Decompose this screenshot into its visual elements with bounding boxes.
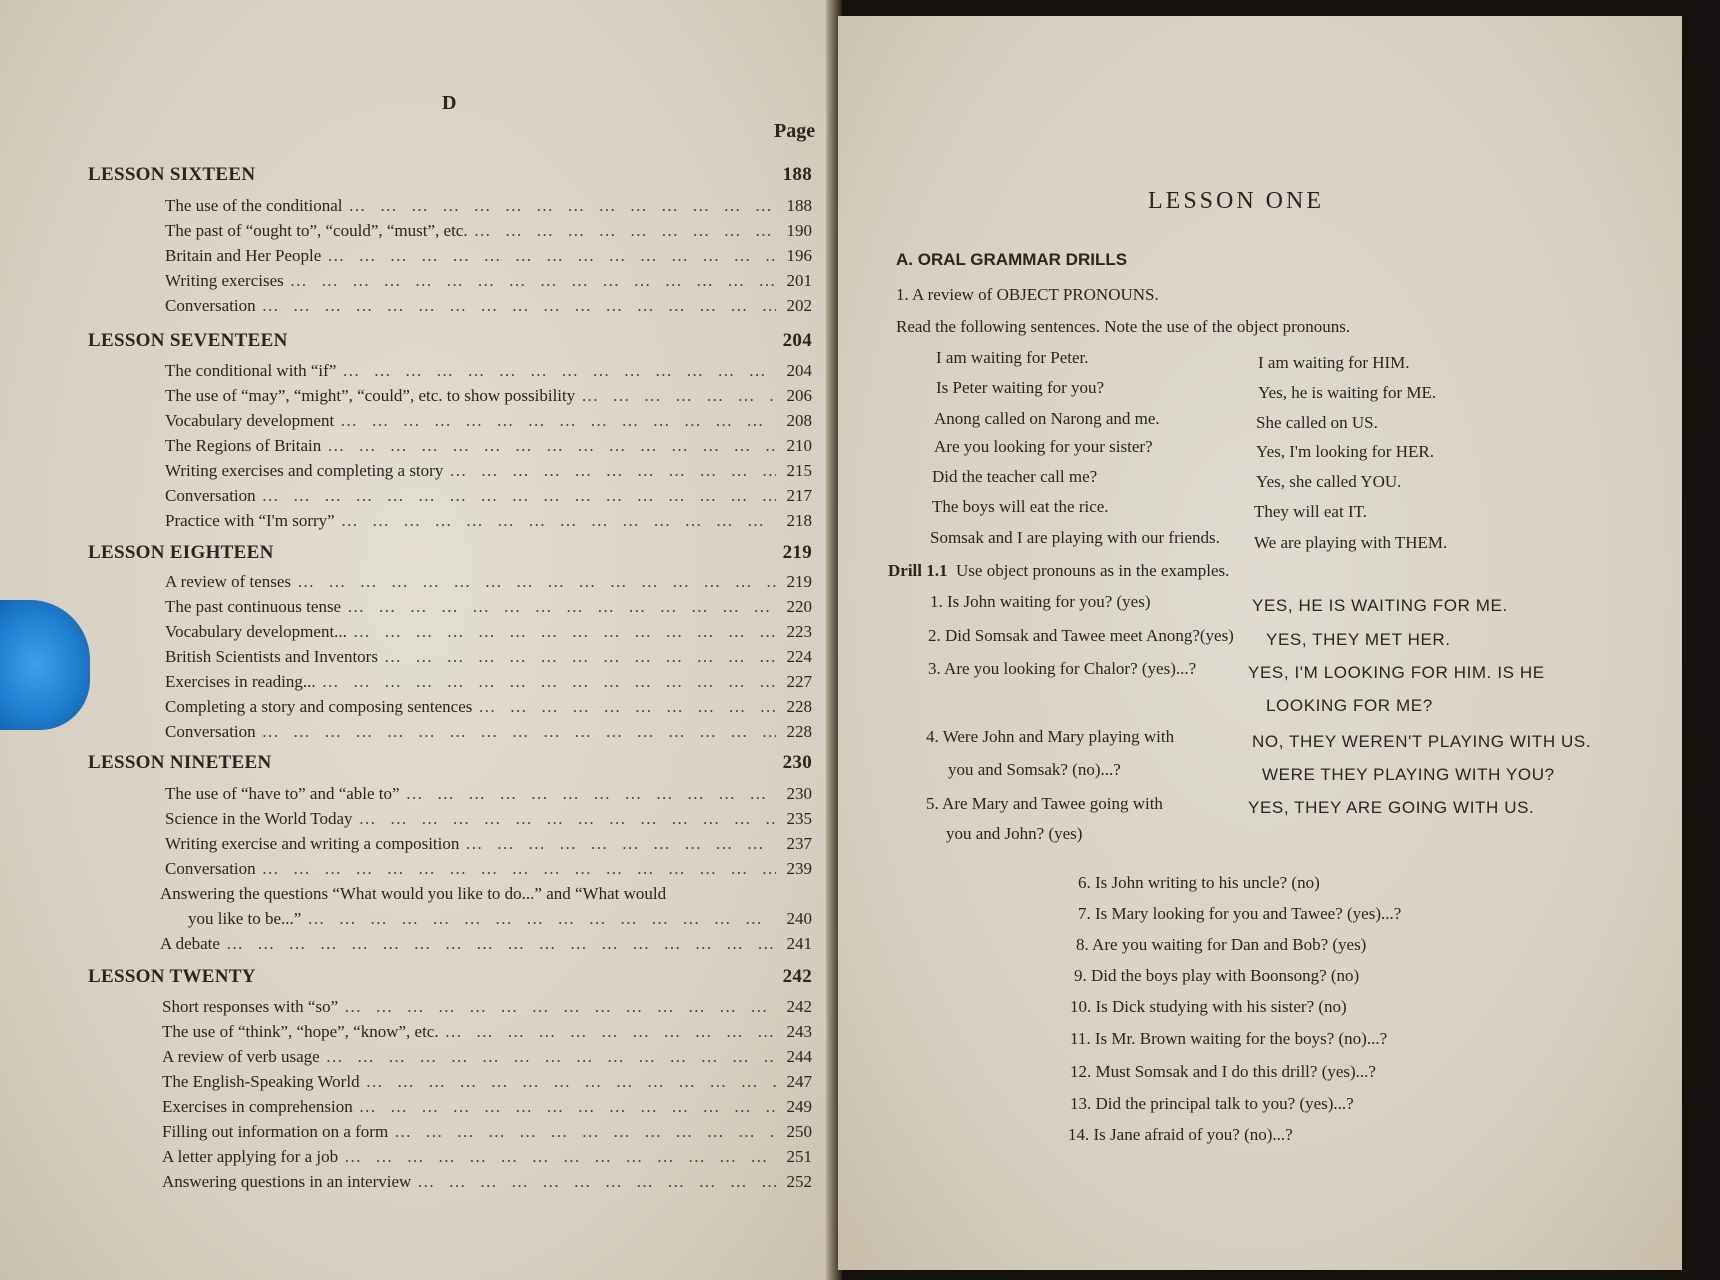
dot-leader	[445, 1022, 776, 1042]
lesson-title: LESSON SIXTEEN	[88, 164, 256, 185]
lesson-one-title: LESSON ONE	[1148, 188, 1325, 214]
toc-entry	[160, 884, 807, 908]
drill-question: 12. Must Somsak and I do this drill? (yes)...?	[1070, 1062, 1376, 1081]
dot-leader	[353, 622, 776, 642]
toc-entry	[165, 386, 812, 410]
toc-entry-title: Conversation	[165, 486, 256, 505]
toc-entry-title: The past of “ought to”, “could”, “must”, etc.	[165, 221, 468, 240]
toc-entry-title: British Scientists and Inventors	[165, 647, 378, 666]
toc-entry-page: 227	[786, 672, 812, 691]
toc-entry-title: The use of “think”, “hope”, “know”, etc.	[162, 1022, 439, 1041]
toc-entry-page: 215	[786, 461, 812, 480]
toc-entry	[165, 221, 812, 245]
toc-entry-title: Conversation	[165, 722, 256, 741]
dot-leader	[262, 859, 776, 879]
lesson-title: LESSON EIGHTEEN	[88, 542, 274, 563]
toc-entry	[162, 1172, 812, 1196]
toc-entry-title: Filling out information on a form	[162, 1122, 389, 1141]
toc-entry-page: 250	[786, 1122, 812, 1141]
toc-entry	[165, 246, 812, 270]
lesson-heading	[88, 330, 818, 358]
dot-leader	[327, 246, 776, 266]
drill-question: you and John? (yes)	[946, 824, 1083, 843]
toc-entry-title: A review of tenses	[165, 572, 292, 591]
toc-entry	[162, 1147, 812, 1171]
toc-entry-page: 244	[786, 1047, 812, 1066]
toc-entry	[162, 1122, 812, 1146]
lesson-title: LESSON SEVENTEEN	[88, 330, 288, 351]
example-pronoun: She called on US.	[1256, 413, 1378, 432]
drill-question: 5. Are Mary and Tawee going with	[926, 794, 1163, 813]
toc-entry	[165, 296, 812, 320]
toc-entry	[165, 809, 812, 833]
toc-entry-title: Vocabulary development	[165, 411, 335, 430]
toc-entry-title: The use of “have to” and “able to”	[165, 784, 400, 803]
example-pronoun: Yes, I'm looking for HER.	[1256, 442, 1434, 461]
toc-entry	[165, 196, 812, 220]
toc-entry	[165, 486, 812, 510]
toc-entry	[165, 461, 812, 485]
toc-entry-title: A review of verb usage	[162, 1047, 320, 1066]
drill-answer: NO, THEY WEREN'T PLAYING WITH US.	[1252, 732, 1592, 751]
toc-entry-title: Vocabulary development...	[165, 622, 347, 641]
example-sentence: I am waiting for Peter.	[936, 348, 1089, 367]
toc-entry	[165, 859, 812, 883]
toc-entry-page: 208	[786, 411, 812, 430]
toc-entry	[162, 1097, 812, 1121]
lesson-page: 188	[782, 164, 812, 185]
dot-leader	[344, 997, 776, 1017]
toc-entry-title: Completing a story and composing sentences	[165, 697, 473, 716]
toc-entry-page: 241	[786, 934, 812, 953]
lesson-heading	[88, 542, 818, 570]
toc-entry	[165, 271, 812, 295]
dot-leader	[366, 1072, 776, 1092]
toc-entry-page: 210	[786, 436, 812, 455]
toc-entry-page: 224	[786, 647, 812, 666]
toc-entry-page: 240	[786, 909, 812, 928]
dot-leader	[226, 934, 776, 954]
lesson-page: 219	[782, 542, 812, 563]
drill-answer: YES, I'M LOOKING FOR HIM. IS HE	[1248, 663, 1545, 682]
dot-leader	[465, 834, 776, 854]
toc-entry-title: Short responses with “so”	[162, 997, 339, 1016]
toc-entry-title: Practice with “I'm sorry”	[165, 511, 335, 530]
toc-entry-page: 237	[786, 834, 812, 853]
toc-entry-title: Exercises in reading...	[165, 672, 316, 691]
toc-entry-page: 247	[786, 1072, 812, 1091]
example-sentence: Anong called on Narong and me.	[934, 409, 1160, 428]
toc-entry	[188, 909, 812, 933]
dot-leader	[347, 597, 776, 617]
toc-entry-title: A debate	[160, 934, 220, 953]
example-sentence: Are you looking for your sister?	[934, 437, 1153, 456]
toc-entry-title: Science in the World Today	[165, 809, 353, 828]
review-heading: 1. A review of OBJECT PRONOUNS.	[896, 285, 1159, 304]
drill-question: 13. Did the principal talk to you? (yes)...?	[1070, 1094, 1354, 1113]
toc-entry-title: Conversation	[165, 859, 256, 878]
toc-entry-title: The Regions of Britain	[165, 436, 322, 455]
dot-leader	[349, 196, 776, 216]
toc-entry-title: A letter applying for a job	[162, 1147, 339, 1166]
toc-entry-page: 202	[786, 296, 812, 315]
toc-entry-page: 239	[786, 859, 812, 878]
toc-entry	[165, 834, 812, 858]
toc-entry	[165, 697, 812, 721]
toc-entry-page: 188	[786, 196, 812, 215]
toc-entry-title: Writing exercises	[165, 271, 284, 290]
drill-answer: LOOKING FOR ME?	[1266, 696, 1433, 715]
toc-entry-page: 204	[786, 361, 812, 380]
toc-entry-page: 201	[786, 271, 812, 290]
drill-question: 8. Are you waiting for Dan and Bob? (yes)	[1076, 935, 1367, 954]
dot-leader	[341, 511, 776, 531]
toc-entry-title: The use of the conditional	[165, 196, 343, 215]
lesson-page: 230	[782, 752, 812, 773]
lesson-title: LESSON TWENTY	[88, 966, 256, 987]
toc-entry-page: 251	[786, 1147, 812, 1166]
toc-entry-page: 243	[786, 1022, 812, 1041]
dot-leader	[307, 909, 776, 929]
toc-entry	[165, 722, 812, 746]
drill-question: 10. Is Dick studying with his sister? (no)	[1070, 997, 1347, 1016]
toc-entry	[165, 361, 812, 385]
toc-entry-page: 220	[786, 597, 812, 616]
drill-answer: YES, HE IS WAITING FOR ME.	[1252, 596, 1508, 615]
drill-question: 6. Is John writing to his uncle? (no)	[1078, 873, 1320, 892]
toc-entry-page: 230	[786, 784, 812, 803]
example-pronoun: Yes, she called YOU.	[1256, 472, 1402, 491]
drill-instruction: Use object pronouns as in the examples.	[956, 561, 1230, 580]
toc-entry-title: Answering the questions “What would you like to do...” and “What would	[160, 884, 667, 903]
toc-entry-title: Writing exercise and writing a composition	[165, 834, 460, 853]
dot-leader	[297, 572, 776, 592]
dot-leader	[359, 1097, 776, 1117]
drill-question: 14. Is Jane afraid of you? (no)...?	[1068, 1125, 1293, 1144]
dot-leader	[581, 386, 776, 406]
dot-leader	[322, 672, 776, 692]
toc-entry	[165, 647, 812, 671]
toc-entry-title: The conditional with “if”	[165, 361, 337, 380]
drill-answer: YES, THEY MET HER.	[1266, 630, 1451, 649]
toc-entry-title: you like to be...”	[188, 909, 302, 928]
example-pronoun: They will eat IT.	[1254, 502, 1367, 521]
left-page-table-of-contents	[0, 0, 835, 1280]
drill-question: 11. Is Mr. Brown waiting for the boys? (no)...?	[1070, 1029, 1388, 1048]
lesson-title: LESSON NINETEEN	[88, 752, 272, 773]
toc-entry	[165, 436, 812, 460]
example-pronoun: We are playing with THEM.	[1254, 533, 1448, 552]
example-pronoun: Yes, he is waiting for ME.	[1258, 383, 1437, 402]
toc-entry-page: 190	[786, 221, 812, 240]
drill-question: 9. Did the boys play with Boonsong? (no)	[1074, 966, 1360, 985]
drill-question: you and Somsak? (no)...?	[948, 760, 1121, 779]
toc-entry-page: 217	[786, 486, 812, 505]
toc-entry-page: 228	[786, 722, 812, 741]
toc-entry	[162, 1047, 812, 1071]
dot-leader	[344, 1147, 776, 1167]
drill-question: 3. Are you looking for Chalor? (yes)...?	[928, 659, 1197, 678]
toc-entry-page: 223	[786, 622, 812, 641]
toc-entry-page: 219	[786, 572, 812, 591]
toc-entry-page: 206	[786, 386, 812, 405]
lesson-heading	[88, 752, 818, 780]
dot-leader	[449, 461, 776, 481]
lesson-heading	[88, 164, 818, 192]
page-letter: D	[442, 92, 457, 114]
toc-entry	[165, 784, 812, 808]
drill-question: 1. Is John waiting for you? (yes)	[930, 592, 1151, 611]
toc-entry-page: 242	[786, 997, 812, 1016]
dot-leader	[394, 1122, 776, 1142]
toc-entry	[165, 622, 812, 646]
toc-entry	[165, 672, 812, 696]
example-pronoun: I am waiting for HIM.	[1258, 353, 1410, 372]
drill-question: 4. Were John and Mary playing with	[926, 727, 1175, 746]
dot-leader	[359, 809, 776, 829]
toc-entry-page: 252	[786, 1172, 812, 1191]
toc-entry-title: The past continuous tense	[165, 597, 342, 616]
toc-entry-page: 235	[786, 809, 812, 828]
toc-entry-title: Writing exercises and completing a story	[165, 461, 444, 480]
toc-entry	[162, 1072, 812, 1096]
example-sentence: Somsak and I are playing with our friends.	[930, 528, 1220, 547]
instruction-text: Read the following sentences. Note the use of the object pronouns.	[896, 317, 1351, 336]
dot-leader	[474, 221, 776, 241]
dot-leader	[262, 296, 776, 316]
dot-leader	[326, 1047, 776, 1067]
toc-entry-title: Exercises in comprehension	[162, 1097, 353, 1116]
drill-heading	[888, 561, 1229, 581]
blue-cloth-bookmark	[0, 600, 90, 730]
toc-entry-title: Conversation	[165, 296, 256, 315]
dot-leader	[406, 784, 776, 804]
lesson-page: 242	[782, 966, 812, 987]
toc-entry-title: The use of “may”, “might”, “could”, etc. to show possibility	[165, 386, 576, 405]
dot-leader	[384, 647, 776, 667]
drill-answer: WERE THEY PLAYING WITH YOU?	[1262, 765, 1555, 784]
drill-question: 7. Is Mary looking for you and Tawee? (yes)...?	[1078, 904, 1402, 923]
example-sentence: Is Peter waiting for you?	[936, 378, 1105, 397]
example-sentence: The boys will eat the rice.	[932, 497, 1109, 516]
toc-entry-title: The English-Speaking World	[162, 1072, 360, 1091]
section-heading: A. ORAL GRAMMAR DRILLS	[896, 250, 1128, 269]
dot-leader	[327, 436, 776, 456]
toc-entry-page: 218	[786, 511, 812, 530]
toc-entry	[160, 934, 812, 958]
toc-entry	[165, 411, 812, 435]
dot-leader	[417, 1172, 776, 1192]
lesson-page: 204	[782, 330, 812, 351]
dot-leader	[262, 722, 776, 742]
example-sentence: Did the teacher call me?	[932, 467, 1098, 486]
drill-question: 2. Did Somsak and Tawee meet Anong?(yes)	[928, 626, 1234, 645]
dot-leader	[290, 271, 776, 291]
toc-entry-title: Answering questions in an interview	[162, 1172, 412, 1191]
page-column-header: Page	[774, 120, 816, 142]
toc-entry	[165, 572, 812, 596]
toc-entry-page: 228	[786, 697, 812, 716]
dot-leader	[262, 486, 776, 506]
toc-entry	[165, 511, 812, 535]
toc-entry	[162, 1022, 812, 1046]
dot-leader	[342, 361, 776, 381]
toc-entry-page: 249	[786, 1097, 812, 1116]
lesson-heading	[88, 966, 818, 994]
toc-entry	[162, 997, 812, 1021]
drill-label: Drill 1.1	[888, 561, 948, 580]
toc-entry-page: 196	[786, 246, 812, 265]
dot-leader	[478, 697, 776, 717]
toc-entry-title: Britain and Her People	[165, 246, 322, 265]
toc-entry	[165, 597, 812, 621]
dot-leader	[340, 411, 776, 431]
drill-answer: YES, THEY ARE GOING WITH US.	[1248, 798, 1535, 817]
